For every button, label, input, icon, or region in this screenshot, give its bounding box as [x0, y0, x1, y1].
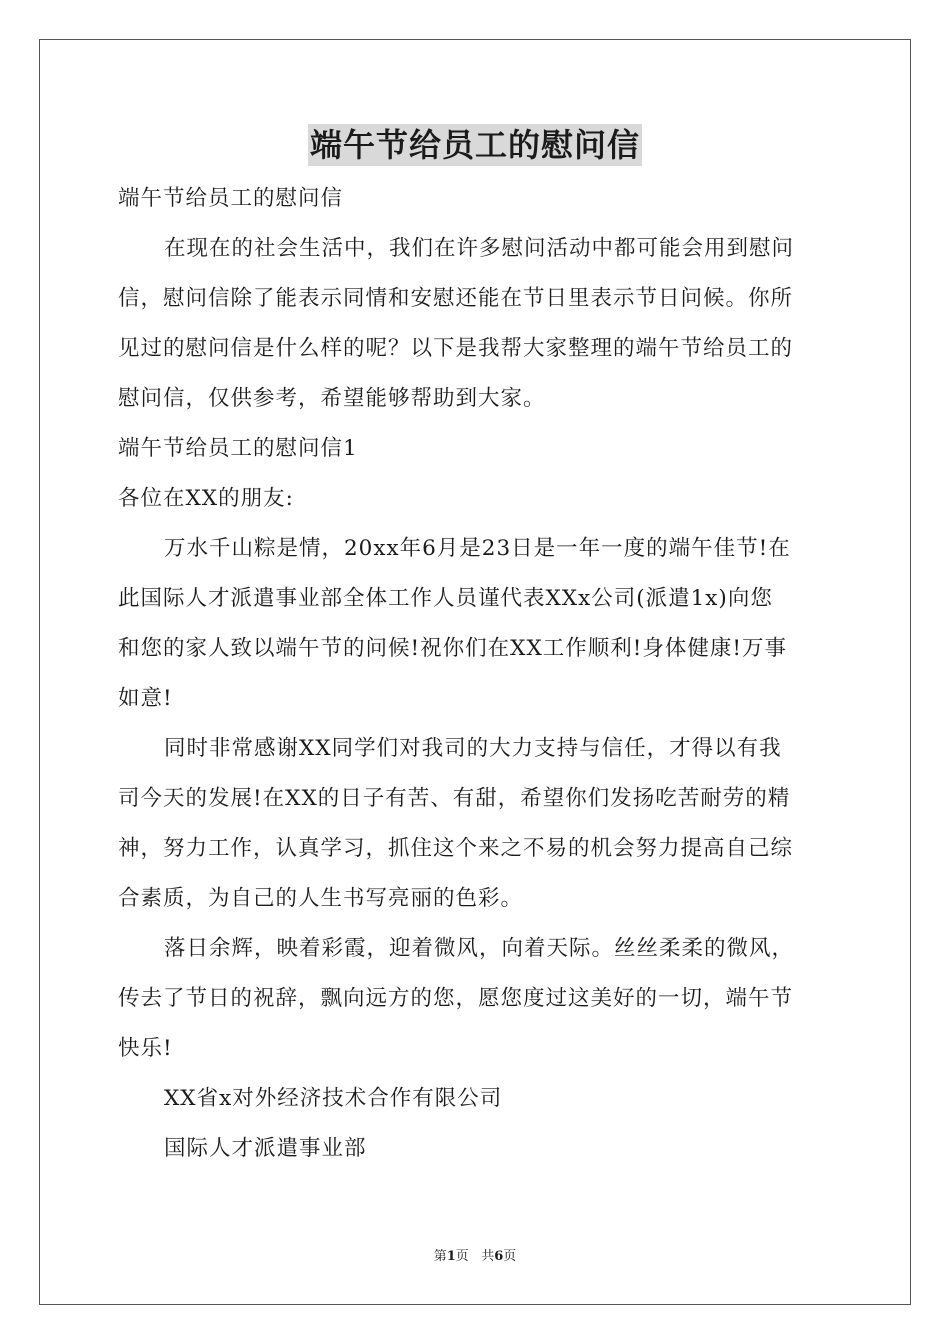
paragraph-line: 此国际人才派遣事业部全体工作人员谨代表XXx公司(派遣1x)向您	[118, 586, 773, 611]
signature-department: 国际人才派遣事业部	[164, 1136, 367, 1161]
signature-company: XX省x对外经济技术合作有限公司	[164, 1086, 503, 1111]
greeting-line: 各位在XX的朋友:	[118, 486, 294, 511]
total-prefix: 共	[481, 1249, 495, 1264]
paragraph-line: 神，努力工作，认真学习，抓住这个来之不易的机会努力提高自己综	[118, 836, 794, 861]
paragraph-line: 快乐!	[118, 1036, 173, 1061]
paragraph-line: 万水千山粽是情，20xx年6月是23日是一年一度的端午佳节!在	[164, 536, 791, 561]
section-heading: 端午节给员工的慰问信1	[118, 436, 358, 461]
paragraph-line: 慰问信，仅供参考，希望能够帮助到大家。	[118, 386, 546, 411]
paragraph-line: 信，慰问信除了能表示同情和安慰还能在节日里表示节日问候。你所	[118, 286, 794, 311]
page-suffix: 页	[455, 1249, 469, 1264]
paragraph-line: 端午节给员工的慰问信	[118, 186, 344, 211]
paragraph-line: 司今天的发展!在XX的日子有苦、有甜，希望你们发扬吃苦耐劳的精	[118, 786, 791, 811]
paragraph-line: 同时非常感谢XX同学们对我司的大力支持与信任，才得以有我	[164, 736, 782, 761]
total-pages: 6	[494, 1249, 504, 1264]
page-border	[39, 39, 911, 1305]
page-number: 1	[446, 1249, 456, 1264]
paragraph-line: 合素质，为自己的人生书写亮丽的色彩。	[118, 886, 524, 911]
page-prefix: 第	[433, 1249, 447, 1264]
paragraph-line: 见过的慰问信是什么样的呢？以下是我帮大家整理的端午节给员工的	[118, 336, 794, 361]
title-block	[0, 124, 950, 166]
paragraph-line: 传去了节日的祝辞，飘向远方的您，愿您度过这美好的一切，端午节	[118, 986, 794, 1011]
total-suffix: 页	[503, 1249, 517, 1264]
paragraph-line: 落日余辉，映着彩霞，迎着微风，向着天际。丝丝柔柔的微风，	[164, 936, 795, 961]
document-title: 端午节给员工的慰问信	[309, 126, 640, 164]
page-footer	[0, 1248, 950, 1266]
paragraph-line: 如意!	[118, 686, 173, 711]
paragraph-line: 和您的家人致以端午节的问候!祝你们在XX工作顺利!身体健康!万事	[118, 636, 788, 661]
paragraph-line: 在现在的社会生活中，我们在许多慰问活动中都可能会用到慰问	[164, 236, 795, 261]
